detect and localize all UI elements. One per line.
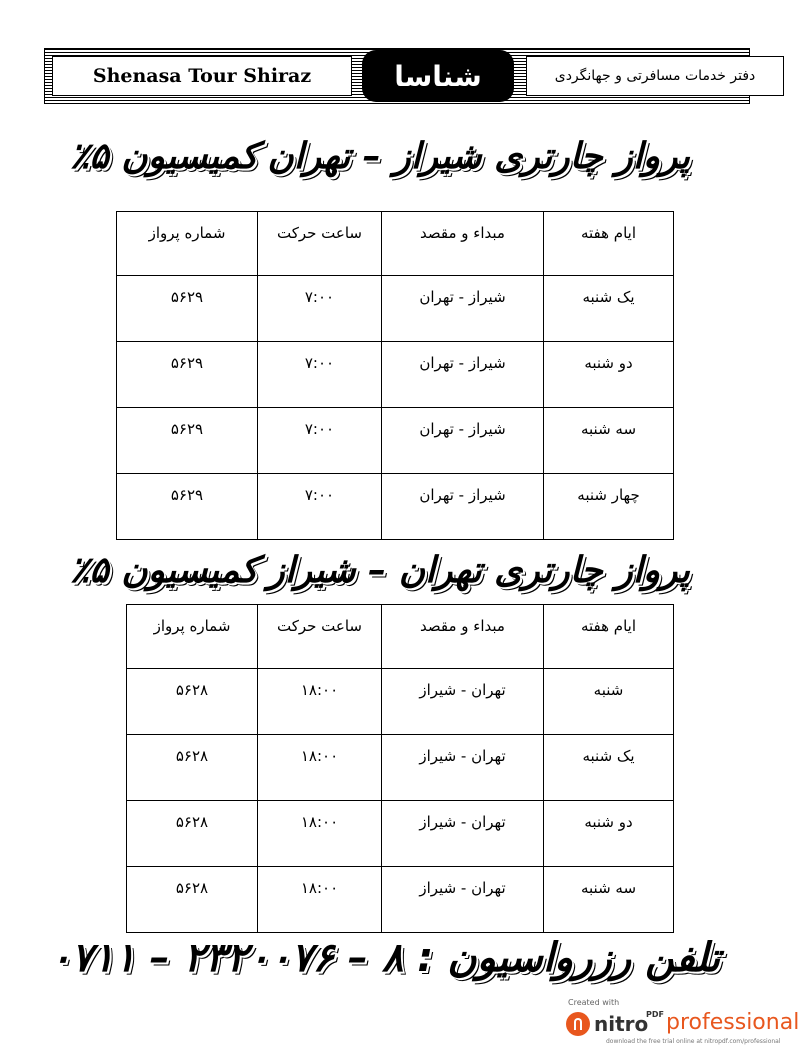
column-header: ایام هفته	[544, 605, 674, 669]
flight-number-cell: ۵۶۲۸	[127, 735, 258, 801]
table-row	[127, 867, 674, 933]
day-cell: دو شنبه	[544, 801, 674, 867]
watermark-brand: nitro	[594, 1012, 649, 1036]
column-header: مبداء و مقصد	[382, 605, 544, 669]
company-name-english: Shenasa Tour Shiraz	[52, 56, 352, 96]
flight-schedule-table	[126, 604, 674, 933]
flight-number-cell: ۵۶۲۹	[117, 342, 258, 408]
table-row	[117, 408, 674, 474]
day-cell: چهار شنبه	[544, 474, 674, 540]
table-row	[127, 735, 674, 801]
time-cell: ۷:۰۰	[258, 276, 382, 342]
flight-number-cell: ۵۶۲۹	[117, 408, 258, 474]
route-cell: تهران - شیراز	[382, 867, 544, 933]
route-cell: تهران - شیراز	[382, 801, 544, 867]
table-row	[117, 474, 674, 540]
route-heading: پرواز چارتری شیراز – تهران	[267, 135, 690, 177]
watermark-product: professional	[666, 1010, 800, 1035]
column-header: شماره پرواز	[127, 605, 258, 669]
commission-heading: کمیسیون ۵٪	[70, 549, 259, 591]
time-cell: ۱۸:۰۰	[258, 669, 382, 735]
reservation-phone: تلفن رزرواسیون : ۸ – ۲۳۲۰۰۷۶ – ۰۷۱۱	[49, 935, 721, 981]
table-header-row	[117, 212, 674, 276]
day-cell: یک شنبه	[544, 735, 674, 801]
watermark-brand-sup: PDF	[646, 1010, 664, 1019]
table-row	[127, 669, 674, 735]
day-cell: یک شنبه	[544, 276, 674, 342]
flight-number-cell: ۵۶۲۸	[127, 867, 258, 933]
table-header-row	[127, 605, 674, 669]
day-cell: دو شنبه	[544, 342, 674, 408]
table-row	[117, 276, 674, 342]
section-heading	[70, 540, 690, 600]
column-header: شماره پرواز	[117, 212, 258, 276]
route-cell: تهران - شیراز	[382, 735, 544, 801]
flight-number-cell: ۵۶۲۸	[127, 801, 258, 867]
day-cell: سه شنبه	[544, 867, 674, 933]
route-cell: شیراز - تهران	[382, 408, 544, 474]
column-header: ایام هفته	[544, 212, 674, 276]
time-cell: ۱۸:۰۰	[258, 867, 382, 933]
watermark-created-with: Created with	[568, 998, 620, 1007]
flight-number-cell: ۵۶۲۹	[117, 276, 258, 342]
nitro-watermark	[566, 998, 800, 1050]
section-heading	[70, 126, 690, 186]
flight-schedule-table	[116, 211, 674, 540]
flight-number-cell: ۵۶۲۹	[117, 474, 258, 540]
time-cell: ۷:۰۰	[258, 474, 382, 540]
route-cell: تهران - شیراز	[382, 669, 544, 735]
time-cell: ۱۸:۰۰	[258, 735, 382, 801]
time-cell: ۷:۰۰	[258, 342, 382, 408]
watermark-tagline: download the free trial online at nitropdf.com/professional	[606, 1038, 781, 1045]
column-header: مبداء و مقصد	[382, 212, 544, 276]
column-header: ساعت حرکت	[258, 605, 382, 669]
table-row	[127, 801, 674, 867]
company-subtitle: دفتر خدمات مسافرتی و جهانگردی	[526, 56, 784, 96]
route-heading: پرواز چارتری تهران – شیراز	[267, 549, 690, 591]
commission-heading: کمیسیون ۵٪	[70, 135, 259, 177]
nitro-logo-icon	[566, 1012, 590, 1036]
flight-number-cell: ۵۶۲۸	[127, 669, 258, 735]
day-cell: شنبه	[544, 669, 674, 735]
time-cell: ۷:۰۰	[258, 408, 382, 474]
header-banner	[44, 48, 756, 104]
route-cell: شیراز - تهران	[382, 342, 544, 408]
column-header: ساعت حرکت	[258, 212, 382, 276]
company-logo-text: شناسا	[362, 50, 514, 102]
day-cell: سه شنبه	[544, 408, 674, 474]
table-row	[117, 342, 674, 408]
time-cell: ۱۸:۰۰	[258, 801, 382, 867]
route-cell: شیراز - تهران	[382, 474, 544, 540]
route-cell: شیراز - تهران	[382, 276, 544, 342]
